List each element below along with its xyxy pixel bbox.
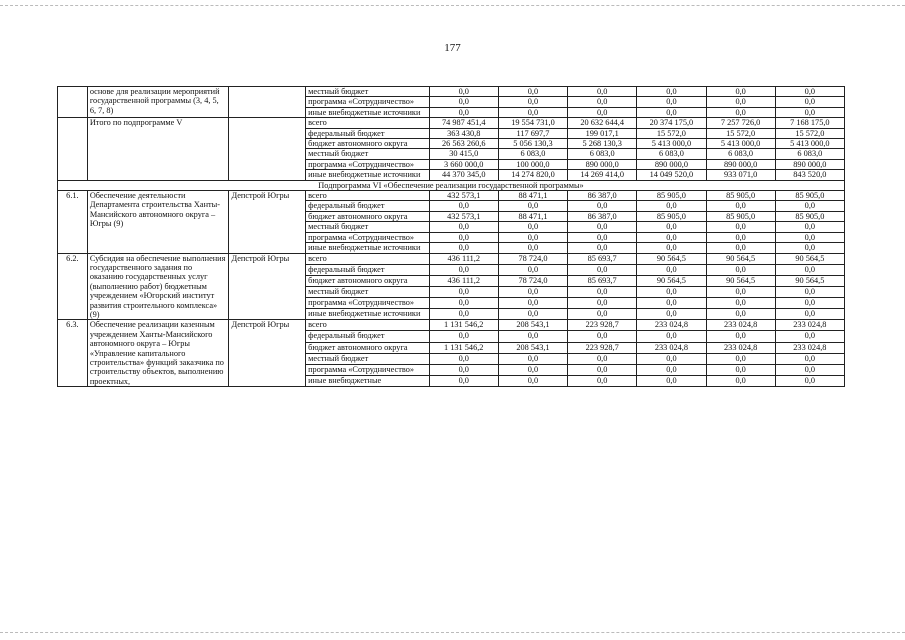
amount-cell: 0,0 xyxy=(498,298,567,309)
amount-cell: 85 905,0 xyxy=(775,211,844,221)
amount-cell: 0,0 xyxy=(775,298,844,309)
amount-cell: 5 413 000,0 xyxy=(637,139,706,149)
amount-cell: 0,0 xyxy=(568,298,637,309)
funding-source: местный бюджет xyxy=(306,353,430,364)
amount-cell: 90 564,5 xyxy=(706,253,775,264)
amount-cell: 0,0 xyxy=(637,222,706,232)
funding-source: всего xyxy=(306,253,430,264)
amount-cell: 117 697,7 xyxy=(498,128,567,138)
amount-cell: 5 413 000,0 xyxy=(706,139,775,149)
amount-cell: 0,0 xyxy=(706,264,775,275)
amount-cell: 86 387,0 xyxy=(568,211,637,221)
amount-cell: 0,0 xyxy=(498,331,567,342)
amount-cell: 30 415,0 xyxy=(429,149,498,159)
amount-cell: 0,0 xyxy=(429,264,498,275)
funding-source: программа «Сотрудничество» xyxy=(306,159,430,169)
activity-name: Субсидия на обеспечение выполнения государственного задания по оказанию государственных услуг (выполнению работ) бюджетным учреждением «Югорский институт развития строительного комплекса» (9) xyxy=(87,253,229,320)
amount-cell: 15 572,0 xyxy=(637,128,706,138)
amount-cell: 233 024,8 xyxy=(775,320,844,331)
amount-cell: 19 554 731,0 xyxy=(498,118,567,128)
amount-cell: 233 024,8 xyxy=(775,342,844,353)
executor: Депстрой Югры xyxy=(229,320,306,387)
amount-cell: 0,0 xyxy=(429,107,498,117)
amount-cell: 208 543,1 xyxy=(498,320,567,331)
amount-cell: 90 564,5 xyxy=(775,253,844,264)
amount-cell: 6 083,0 xyxy=(637,149,706,159)
amount-cell: 85 905,0 xyxy=(775,191,844,201)
amount-cell: 0,0 xyxy=(498,264,567,275)
amount-cell: 0,0 xyxy=(429,353,498,364)
amount-cell: 0,0 xyxy=(775,364,844,375)
funding-source: бюджет автономного округа xyxy=(306,211,430,221)
amount-cell: 5 268 130,3 xyxy=(568,139,637,149)
funding-source: бюджет автономного округа xyxy=(306,342,430,353)
amount-cell: 44 370 345,0 xyxy=(429,170,498,180)
amount-cell: 0,0 xyxy=(498,376,567,387)
amount-cell: 0,0 xyxy=(498,364,567,375)
amount-cell: 0,0 xyxy=(429,286,498,297)
funding-source: иные внебюджетные xyxy=(306,376,430,387)
amount-cell: 0,0 xyxy=(637,107,706,117)
amount-cell: 233 024,8 xyxy=(706,320,775,331)
amount-cell: 0,0 xyxy=(429,232,498,242)
amount-cell: 0,0 xyxy=(775,243,844,253)
amount-cell: 78 724,0 xyxy=(498,275,567,286)
amount-cell: 0,0 xyxy=(568,264,637,275)
amount-cell: 843 520,0 xyxy=(775,170,844,180)
amount-cell: 0,0 xyxy=(568,286,637,297)
amount-cell: 0,0 xyxy=(568,87,637,97)
amount-cell: 0,0 xyxy=(637,243,706,253)
executor xyxy=(229,118,306,180)
amount-cell: 88 471,1 xyxy=(498,191,567,201)
funding-source: местный бюджет xyxy=(306,87,430,97)
amount-cell: 890 000,0 xyxy=(637,159,706,169)
amount-cell: 0,0 xyxy=(775,222,844,232)
amount-cell: 0,0 xyxy=(568,232,637,242)
amount-cell: 6 083,0 xyxy=(706,149,775,159)
amount-cell: 0,0 xyxy=(637,309,706,320)
amount-cell: 0,0 xyxy=(637,264,706,275)
amount-cell: 0,0 xyxy=(498,309,567,320)
amount-cell: 86 387,0 xyxy=(568,191,637,201)
funding-source: программа «Сотрудничество» xyxy=(306,364,430,375)
amount-cell: 890 000,0 xyxy=(775,159,844,169)
page-number: 177 xyxy=(444,42,461,54)
amount-cell: 0,0 xyxy=(498,232,567,242)
amount-cell: 26 563 260,6 xyxy=(429,139,498,149)
amount-cell: 0,0 xyxy=(637,298,706,309)
activity-name: основе для реализации мероприятий государственной программы (3, 4, 5, 6, 7, 8) xyxy=(87,87,229,118)
amount-cell: 6 083,0 xyxy=(498,149,567,159)
amount-cell: 6 083,0 xyxy=(775,149,844,159)
amount-cell: 85 905,0 xyxy=(706,191,775,201)
amount-cell: 1 131 546,2 xyxy=(429,320,498,331)
amount-cell: 0,0 xyxy=(429,222,498,232)
amount-cell: 0,0 xyxy=(568,364,637,375)
amount-cell: 0,0 xyxy=(568,376,637,387)
amount-cell: 0,0 xyxy=(706,107,775,117)
funding-source: бюджет автономного округа xyxy=(306,139,430,149)
amount-cell: 0,0 xyxy=(429,376,498,387)
amount-cell: 0,0 xyxy=(706,353,775,364)
amount-cell: 0,0 xyxy=(637,87,706,97)
amount-cell: 0,0 xyxy=(568,222,637,232)
amount-cell: 85 905,0 xyxy=(637,191,706,201)
amount-cell: 20 374 175,0 xyxy=(637,118,706,128)
table-row xyxy=(58,320,845,331)
section-title: Подпрограмма VI «Обеспечение реализации государственной программы» xyxy=(58,180,845,190)
amount-cell: 0,0 xyxy=(637,97,706,107)
row-number: 6.1. xyxy=(58,191,88,253)
amount-cell: 20 632 644,4 xyxy=(568,118,637,128)
funding-source: иные внебюджетные источники xyxy=(306,309,430,320)
amount-cell: 0,0 xyxy=(775,264,844,275)
amount-cell: 0,0 xyxy=(775,376,844,387)
executor: Депстрой Югры xyxy=(229,253,306,320)
amount-cell: 1 131 546,2 xyxy=(429,342,498,353)
amount-cell: 436 111,2 xyxy=(429,253,498,264)
amount-cell: 432 573,1 xyxy=(429,211,498,221)
amount-cell: 0,0 xyxy=(706,298,775,309)
executor xyxy=(229,87,306,118)
amount-cell: 90 564,5 xyxy=(775,275,844,286)
amount-cell: 88 471,1 xyxy=(498,211,567,221)
amount-cell: 0,0 xyxy=(429,364,498,375)
amount-cell: 85 693,7 xyxy=(568,253,637,264)
amount-cell: 0,0 xyxy=(568,107,637,117)
funding-source: федеральный бюджет xyxy=(306,264,430,275)
amount-cell: 233 024,8 xyxy=(637,320,706,331)
amount-cell: 7 168 175,0 xyxy=(775,118,844,128)
amount-cell: 90 564,5 xyxy=(706,275,775,286)
amount-cell: 223 928,7 xyxy=(568,320,637,331)
amount-cell: 0,0 xyxy=(775,309,844,320)
section-row xyxy=(58,180,845,190)
amount-cell: 0,0 xyxy=(775,232,844,242)
funding-source: иные внебюджетные источники xyxy=(306,170,430,180)
activity-name: Итого по подпрограмме V xyxy=(87,118,229,180)
funding-source: местный бюджет xyxy=(306,286,430,297)
funding-source: программа «Сотрудничество» xyxy=(306,232,430,242)
scan-edge-bottom xyxy=(0,632,905,634)
table-row xyxy=(58,87,845,97)
amount-cell: 90 564,5 xyxy=(637,253,706,264)
funding-source: федеральный бюджет xyxy=(306,331,430,342)
funding-source: бюджет автономного округа xyxy=(306,275,430,286)
funding-source: местный бюджет xyxy=(306,149,430,159)
amount-cell: 436 111,2 xyxy=(429,275,498,286)
amount-cell: 0,0 xyxy=(498,243,567,253)
amount-cell: 0,0 xyxy=(775,286,844,297)
amount-cell: 233 024,8 xyxy=(637,342,706,353)
amount-cell: 0,0 xyxy=(498,286,567,297)
amount-cell: 0,0 xyxy=(775,87,844,97)
row-number xyxy=(58,87,88,118)
table-row xyxy=(58,253,845,264)
amount-cell: 0,0 xyxy=(568,97,637,107)
amount-cell: 0,0 xyxy=(706,222,775,232)
funding-source: федеральный бюджет xyxy=(306,128,430,138)
amount-cell: 233 024,8 xyxy=(706,342,775,353)
amount-cell: 100 000,0 xyxy=(498,159,567,169)
activity-name: Обеспечение деятельности Департамента строительства Ханты-Мансийского автономного округа – Югры (9) xyxy=(87,191,229,253)
amount-cell: 0,0 xyxy=(706,286,775,297)
amount-cell: 0,0 xyxy=(706,309,775,320)
amount-cell: 0,0 xyxy=(498,97,567,107)
amount-cell: 85 905,0 xyxy=(706,211,775,221)
amount-cell: 199 017,1 xyxy=(568,128,637,138)
executor: Депстрой Югры xyxy=(229,191,306,253)
amount-cell: 0,0 xyxy=(706,97,775,107)
row-number xyxy=(58,118,88,180)
amount-cell: 85 905,0 xyxy=(637,211,706,221)
funding-source: иные внебюджетные источники xyxy=(306,107,430,117)
amount-cell: 0,0 xyxy=(498,201,567,211)
amount-cell: 0,0 xyxy=(498,353,567,364)
amount-cell: 0,0 xyxy=(568,331,637,342)
amount-cell: 0,0 xyxy=(498,87,567,97)
amount-cell: 0,0 xyxy=(637,376,706,387)
amount-cell: 14 274 820,0 xyxy=(498,170,567,180)
amount-cell: 14 269 414,0 xyxy=(568,170,637,180)
amount-cell: 363 430,8 xyxy=(429,128,498,138)
amount-cell: 432 573,1 xyxy=(429,191,498,201)
amount-cell: 0,0 xyxy=(568,201,637,211)
funding-source: иные внебюджетные источники xyxy=(306,243,430,253)
budget-table xyxy=(57,86,845,387)
row-number: 6.3. xyxy=(58,320,88,387)
amount-cell: 7 257 726,0 xyxy=(706,118,775,128)
funding-source: всего xyxy=(306,320,430,331)
amount-cell: 0,0 xyxy=(637,232,706,242)
funding-source: всего xyxy=(306,191,430,201)
table-row xyxy=(58,118,845,128)
amount-cell: 0,0 xyxy=(498,107,567,117)
amount-cell: 890 000,0 xyxy=(706,159,775,169)
amount-cell: 223 928,7 xyxy=(568,342,637,353)
amount-cell: 6 083,0 xyxy=(568,149,637,159)
amount-cell: 0,0 xyxy=(775,331,844,342)
amount-cell: 0,0 xyxy=(429,309,498,320)
amount-cell: 74 987 451,4 xyxy=(429,118,498,128)
amount-cell: 85 693,7 xyxy=(568,275,637,286)
amount-cell: 0,0 xyxy=(706,232,775,242)
amount-cell: 5 413 000,0 xyxy=(775,139,844,149)
amount-cell: 0,0 xyxy=(568,353,637,364)
amount-cell: 0,0 xyxy=(706,201,775,211)
amount-cell: 3 660 000,0 xyxy=(429,159,498,169)
funding-source: местный бюджет xyxy=(306,222,430,232)
amount-cell: 0,0 xyxy=(429,298,498,309)
amount-cell: 14 049 520,0 xyxy=(637,170,706,180)
amount-cell: 15 572,0 xyxy=(775,128,844,138)
amount-cell: 0,0 xyxy=(775,107,844,117)
amount-cell: 0,0 xyxy=(706,243,775,253)
amount-cell: 890 000,0 xyxy=(568,159,637,169)
amount-cell: 0,0 xyxy=(775,353,844,364)
amount-cell: 0,0 xyxy=(775,97,844,107)
amount-cell: 15 572,0 xyxy=(706,128,775,138)
amount-cell: 0,0 xyxy=(637,353,706,364)
amount-cell: 0,0 xyxy=(637,286,706,297)
funding-source: программа «Сотрудничество» xyxy=(306,97,430,107)
amount-cell: 0,0 xyxy=(706,87,775,97)
amount-cell: 933 071,0 xyxy=(706,170,775,180)
amount-cell: 78 724,0 xyxy=(498,253,567,264)
row-number: 6.2. xyxy=(58,253,88,320)
table-row xyxy=(58,191,845,201)
activity-name: Обеспечение реализации казенным учреждением Ханты-Мансийского автономного округа – Югры «Управление капитального строительства» функций заказчика по строительству объектов, выполнению проектных, xyxy=(87,320,229,387)
amount-cell: 208 543,1 xyxy=(498,342,567,353)
amount-cell: 0,0 xyxy=(637,331,706,342)
amount-cell: 5 056 130,3 xyxy=(498,139,567,149)
amount-cell: 0,0 xyxy=(429,97,498,107)
funding-source: программа «Сотрудничество» xyxy=(306,298,430,309)
scan-edge-top xyxy=(0,5,905,7)
amount-cell: 0,0 xyxy=(637,201,706,211)
amount-cell: 0,0 xyxy=(568,309,637,320)
amount-cell: 0,0 xyxy=(429,201,498,211)
amount-cell: 0,0 xyxy=(706,331,775,342)
amount-cell: 0,0 xyxy=(568,243,637,253)
amount-cell: 0,0 xyxy=(637,364,706,375)
amount-cell: 0,0 xyxy=(429,243,498,253)
funding-source: федеральный бюджет xyxy=(306,201,430,211)
amount-cell: 0,0 xyxy=(429,87,498,97)
amount-cell: 90 564,5 xyxy=(637,275,706,286)
amount-cell: 0,0 xyxy=(706,376,775,387)
amount-cell: 0,0 xyxy=(498,222,567,232)
funding-source: всего xyxy=(306,118,430,128)
amount-cell: 0,0 xyxy=(706,364,775,375)
amount-cell: 0,0 xyxy=(775,201,844,211)
amount-cell: 0,0 xyxy=(429,331,498,342)
